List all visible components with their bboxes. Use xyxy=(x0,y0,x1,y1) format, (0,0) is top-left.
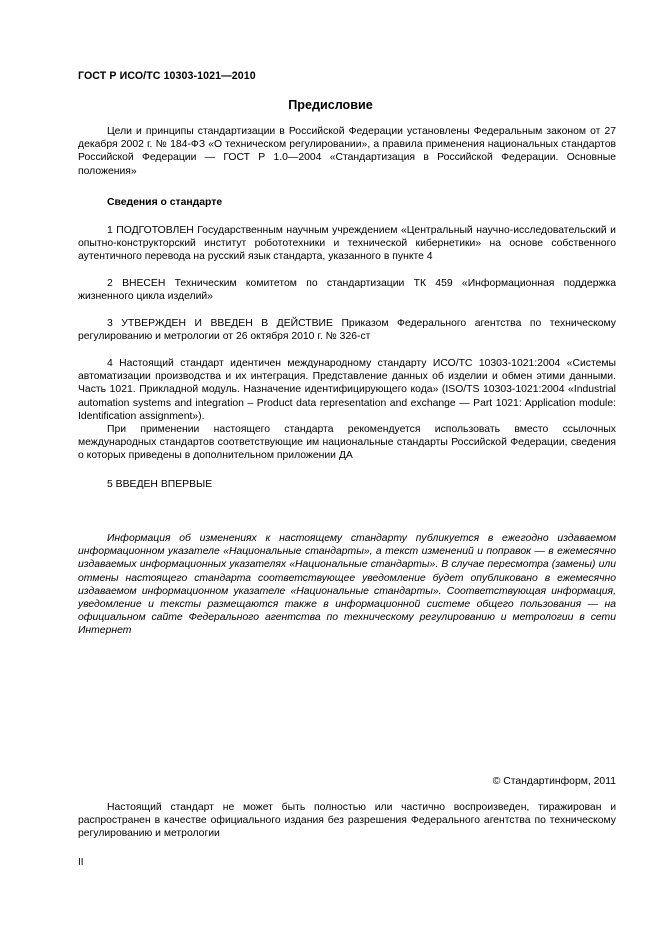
item-2-paragraph: 2 ВНЕСЕН Техническим комитетом по стандартизации ТК 459 «Информационная поддержка жизненного цикла изделий» xyxy=(78,278,616,303)
copyright-line: © Стандартинформ, 2011 xyxy=(492,776,616,787)
item-4-paragraph: 4 Настоящий стандарт идентичен международному стандарту ИСО/ТС 10303-1021:2004 «Системы автоматизации производства и их интеграция. Представление данных об изделии и обмен этими данными. Часть 1021. Прикладной модуль. Назначение идентифицирующего кода» (ISO/TS 10303-1021:2004 «Industrial automation systems and integration – Product data representation and exchange — Part 1021: Application module: Identification assignment»). xyxy=(78,358,616,422)
item-5-paragraph: 5 ВВЕДЕН ВПЕРВЫЕ xyxy=(107,479,213,490)
item-1-paragraph: 1 ПОДГОТОВЛЕН Государственным научным учреждением «Центральный научно-исследовательский и опытно-конструкторский институт робототехники и технической кибернетики» на основе собственного аутентичного перевода на русский язык стандарта, указанного в пункте 4 xyxy=(78,225,616,263)
page-number: II xyxy=(78,857,84,868)
item-4-note-paragraph: При применении настоящего стандарта рекомендуется использовать вместо ссылочных международных стандартов соответствующие им национальные стандарты Российской Федерации, сведения о которых приведены в дополнительном приложении ДА xyxy=(78,424,616,462)
reproduction-notice-paragraph: Настоящий стандарт не может быть полностью или частично воспроизведен, тиражирован и распространен в качестве официального издания без разрешения Федерального агентства по техническому регулированию и метрологии xyxy=(78,802,616,840)
info-notice-paragraph: Информация об изменениях к настоящему стандарту публикуется в ежегодно издаваемом информационном указателе «Национальные стандарты», а текст изменений и поправок — в ежемесячно издаваемых информационных указателях «Национальные стандарты». В случае пересмотра (замены) или отмены настоящего стандарта соответствующее уведомление будет опубликовано в ежемесячно издаваемом информационном указателе «Национальные стандарты». Соответствующая информация, уведомление и тексты размещаются также в информационной системе общего пользования — на официальном сайте Федерального агентства по техническому регулированию и метрологии в сети Интернет xyxy=(78,533,616,637)
about-standard-heading: Сведения о стандарте xyxy=(107,197,223,208)
page-title: Предисловие xyxy=(288,98,373,112)
item-3-paragraph: 3 УТВЕРЖДЕН И ВВЕДЕН В ДЕЙСТВИЕ Приказом Федерального агентства по техническому регулированию и метрологии от 26 октября 2010 г. № 326-ст xyxy=(78,318,616,343)
intro-paragraph: Цели и принципы стандартизации в Российской Федерации установлены Федеральным законом от 27 декабря 2002 г. № 184-ФЗ «О техническом регулировании», а правила применения национальных стандартов Российской Федерации — ГОСТ Р 1.0—2004 «Стандартизация в Российской Федерации. Основные положения» xyxy=(78,126,616,177)
standard-code-header: ГОСТ Р ИСО/ТС 10303-1021—2010 xyxy=(78,70,256,82)
